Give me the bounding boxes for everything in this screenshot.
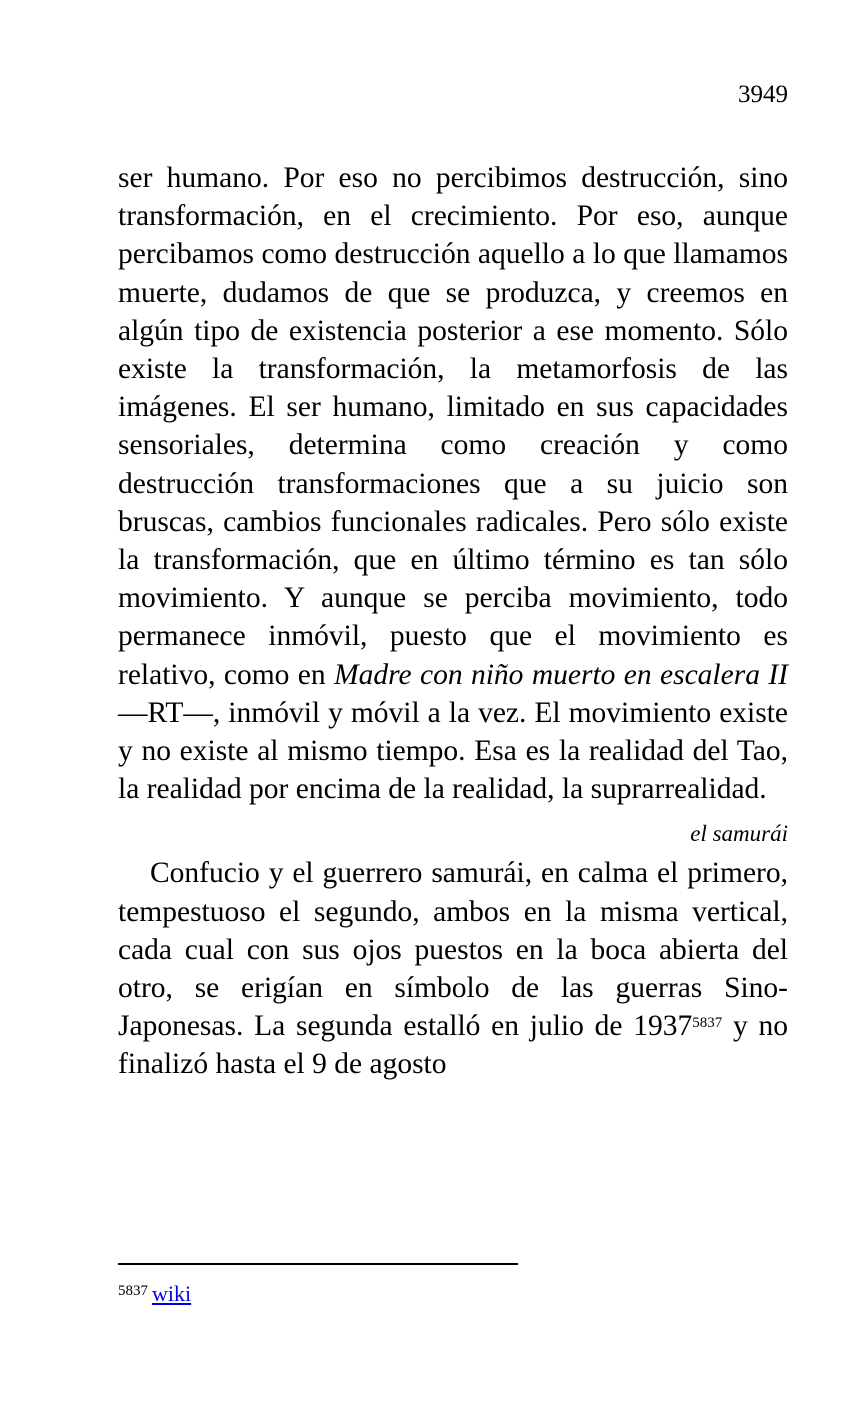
footnote-reference: 5837: [692, 1015, 723, 1032]
footnote: [118, 1280, 191, 1308]
footnote-divider: [118, 1263, 518, 1265]
footnote-link[interactable]: wiki: [152, 1281, 192, 1306]
section-heading: el samurái: [690, 821, 788, 847]
page-body: [118, 159, 788, 1084]
paragraph-text: ser humano. Por eso no percibimos destrucción, sino transformación, en el crecimiento. Por eso, aunque percibamos como destrucción aquello a lo que llamamos muerte, dudamos de que se produzca, y creemos en algún tipo de existencia posterior a ese momento. Sólo existe la transformación, la metamorfosis de las imágenes. El ser humano, limitado en sus capacidades sensoriales, determina como creación y como destrucción transformaciones que a su juicio son bruscas, cambios funcionales radicales. Pero sólo existe la transformación, que en último término es tan sólo movimiento. Y aunque se perciba movimiento, todo permanece inmóvil, puesto que el movimiento es relativo, como en: [118, 162, 788, 691]
paragraph-text: y no finalizó hasta el 9 de agosto: [118, 1010, 788, 1081]
body-paragraph: [118, 854, 788, 1083]
page-number: 3949: [738, 81, 788, 108]
paragraph-text: —RT—, inmóvil y móvil a la vez. El movimiento existe y no existe al mismo tiempo. Esa es la realidad del Tao, la realidad por encima de la realidad, la suprarrealidad.: [118, 696, 788, 806]
footnote-number: 5837: [118, 1283, 148, 1299]
paragraph-text: Confucio y el guerrero samurái, en calma el primero, tempestuoso el segundo, ambos en la misma vertical, cada cual con sus ojos puestos en la boca abierta del otro, se erigían en símbolo de las guerras Sino-Japonesas. La segunda estalló en julio de 1937: [118, 857, 788, 1043]
body-paragraph: [118, 159, 788, 808]
artwork-title: Madre con niño muerto en escalera II: [334, 658, 788, 691]
